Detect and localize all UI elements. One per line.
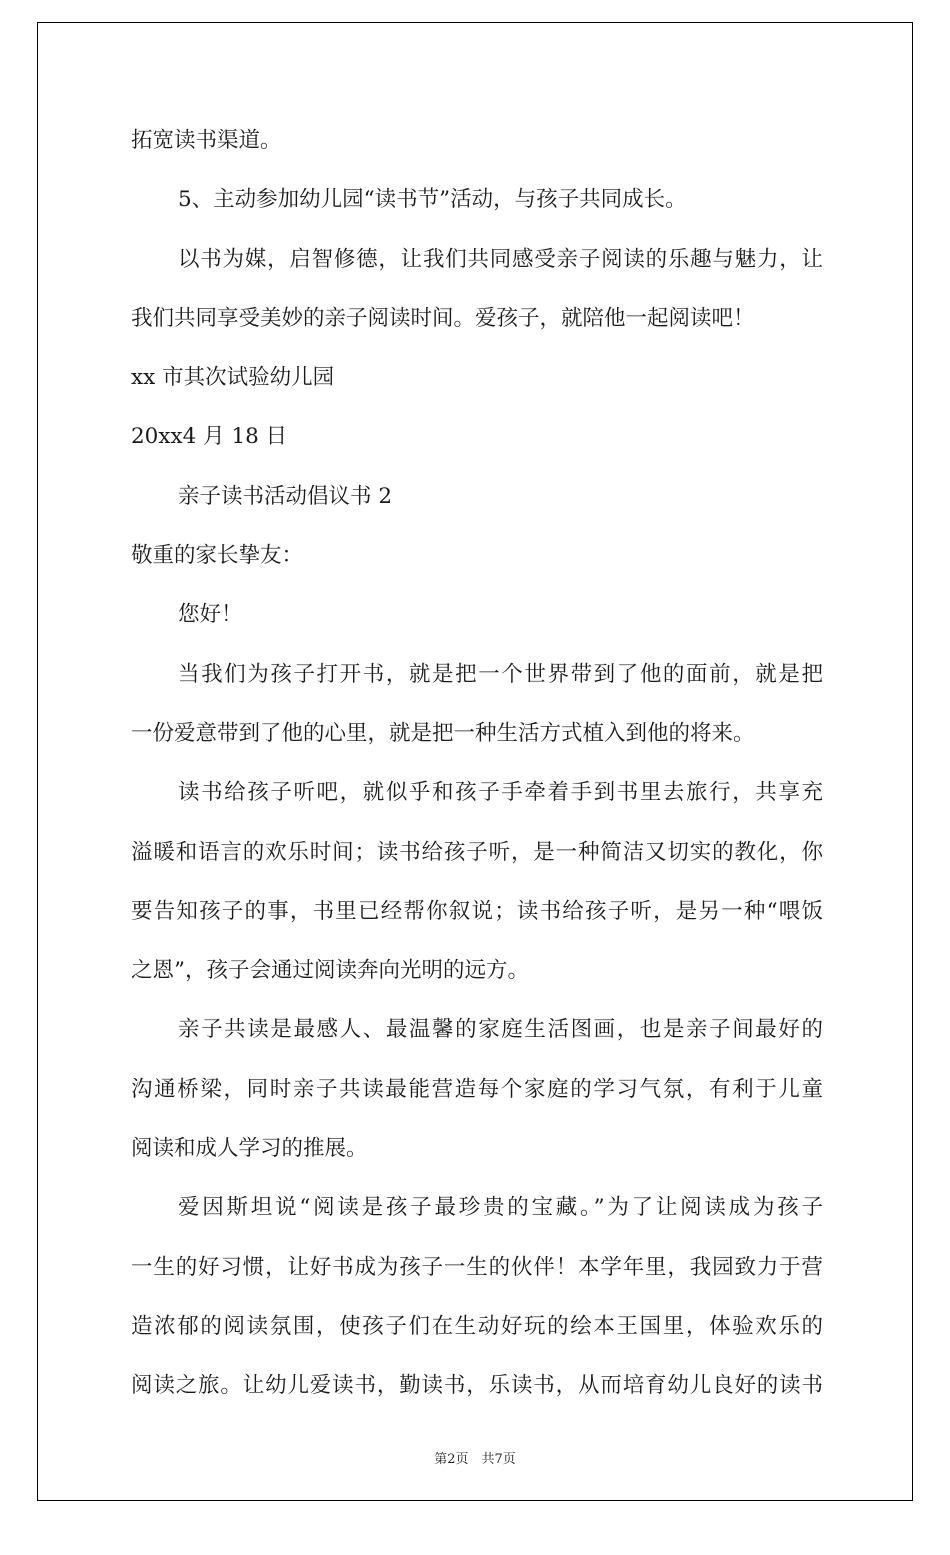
text-line: 一份爱意带到了他的心里，就是把一种生活方式植入到他的将来。: [131, 720, 755, 746]
text-line: 我们共同享受美妙的亲子阅读时间。爱孩子，就陪他一起阅读吧！: [131, 305, 755, 331]
page-footer: 第2页 共7页: [434, 1452, 516, 1467]
text-line: 敬重的家长挚友：: [131, 543, 304, 569]
text-line: 溢暖和语言的欢乐时间；读书给孩子听，是一种简洁又切实的教化，你: [131, 839, 823, 865]
text-line: 当我们为孩子打开书，就是把一个世界带到了他的面前，就是把: [178, 661, 823, 687]
text-line: 爱因斯坦说“阅读是孩子最珍贵的宝藏。”为了让阅读成为孩子: [178, 1195, 823, 1221]
text-line: 亲子读书活动倡议书 2: [178, 483, 393, 509]
text-line: 以书为媒，启智修德，让我们共同感受亲子阅读的乐趣与魅力，让: [178, 246, 823, 272]
text-line: 您好！: [178, 602, 243, 628]
text-line: 读书给孩子听吧，就似乎和孩子手牵着手到书里去旅行，共享充: [178, 780, 823, 806]
text-line: 造浓郁的阅读氛围，使孩子们在生动好玩的绘本王国里，体验欢乐的: [131, 1313, 823, 1339]
text-line: 拓宽读书渠道。: [131, 128, 282, 153]
text-line: 20xx4 月 18 日: [131, 424, 288, 450]
text-line: 阅读之旅。让幼儿爱读书，勤读书，乐读书，从而培育幼儿良好的读书: [131, 1373, 823, 1399]
text-line: 之恩”，孩子会通过阅读奔向光明的远方。: [131, 958, 529, 984]
document-body: [131, 111, 823, 1416]
text-line: 要告知孩子的事，书里已经帮你叙说；读书给孩子听，是另一种“喂饭: [131, 898, 823, 924]
text-line: 亲子共读是最感人、最温馨的家庭生活图画，也是亲子间最好的: [178, 1017, 823, 1043]
text-line: xx 市其次试验幼儿园: [131, 365, 335, 391]
text-line: 阅读和成人学习的推展。: [131, 1136, 368, 1162]
text-line: 沟通桥梁，同时亲子共读最能营造每个家庭的学习气氛，有利于儿童: [131, 1076, 823, 1102]
text-line: 一生的好习惯，让好书成为孩子一生的伙伴！本学年里，我园致力于营: [131, 1254, 823, 1280]
text-line: 5、主动参加幼儿园“读书节”活动，与孩子共同成长。: [178, 187, 687, 213]
